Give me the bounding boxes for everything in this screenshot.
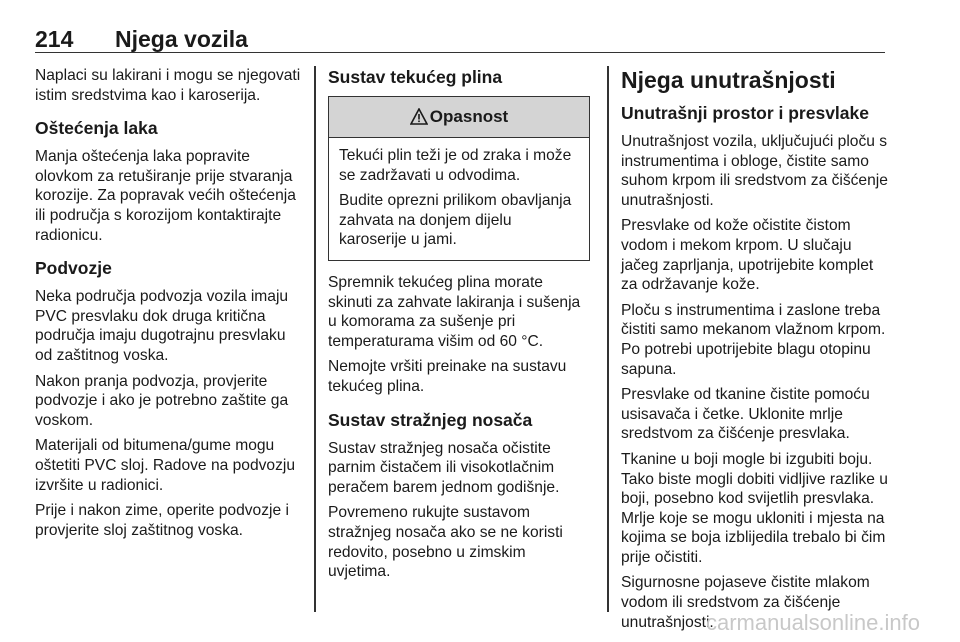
column-2 (328, 66, 590, 588)
paragraph: Povremeno rukujte sustavom stražnjeg nosača ako se ne koristi redovito, posebno u zimskim uvjetima. (328, 504, 563, 581)
section-heading: Oštećenja laka (35, 118, 158, 139)
warning-body (329, 138, 589, 260)
paragraph: Sigurnosne pojaseve čistite mlakom vodom ili sredstvom za čišćenje unutrašnjosti. (621, 574, 870, 631)
paragraph: Neka područja podvozja vozila imaju PVC presvlaku dok druga kritična područja imaju dugotrajnu presvlaku od zaštitnog voska. (35, 288, 289, 364)
paragraph: Materijali od bitumena/gume mogu oštetiti PVC sloj. Radove na podvozju izvršite u radionici. (35, 437, 296, 494)
page-number: 214 (35, 26, 74, 52)
warning-box (328, 96, 590, 261)
page-header (35, 22, 885, 53)
paragraph: Tkanine u boji mogle bi izgubiti boju. Tako biste mogli dobiti vidljive razlike u boji, posebno kod svijetlih presvlaka. Mrlje koje se mogu ukloniti i mjesta na kojima se boja izblijedila trebalo bi čim prije očistiti. (621, 450, 888, 566)
paragraph: Presvlake od kože očistite čistom vodom i mekom krpom. U slučaju jačeg zaprljanja, upotrijebite komplet za održavanje kože. (621, 217, 874, 294)
column-1 (35, 66, 301, 546)
paragraph: Manja oštećenja laka popravite olovkom za retuširanje prije stvaranja korozije. Za popravak većih oštećenja ili područja s korozijom kontaktirajte radionicu. (35, 148, 296, 244)
paragraph: Spremnik tekućeg plina morate skinuti za zahvate lakiranja i sušenja u komorama za sušenje pri temperaturama višim od 60 °C. (328, 273, 581, 350)
paragraph: Sustav stražnjeg nosača očistite parnim čistačem ili visokotlačnim peračem barem jednom godišnje. (328, 439, 560, 496)
paragraph: Unutrašnjost vozila, uključujući ploču s instrumentima i obloge, čistite samo suhom krpom ili sredstvom za čišćenje unutrašnjosti. (621, 133, 888, 209)
warning-title: Opasnost (429, 107, 509, 126)
paragraph: Prije i nakon zime, operite podvozje i provjerite sloj zaštitnog voska. (35, 502, 289, 539)
section-heading: Sustav stražnjeg nosača (328, 409, 533, 430)
paragraph: Nemojte vršiti preinake na sustavu tekućeg plina. (328, 358, 567, 395)
paragraph: Budite oprezni prilikom obavljanja zahvata na donjem dijelu karoserije u jami. (339, 192, 572, 249)
warning-header (329, 97, 589, 138)
column-divider (314, 66, 316, 612)
section-heading: Podvozje (35, 258, 112, 279)
paragraph: Tekući plin teži je od zraka i može se zadržavati u odvodima. (339, 147, 572, 184)
paragraph: Nakon pranja podvozja, provjerite podvozje i ako je potrebno zaštite ga voskom. (35, 372, 289, 429)
paragraph: Presvlake od tkanine čistite pomoću usisavača i četke. Uklonite mrlje sredstvom za čišćenje presvlaka. (621, 386, 870, 443)
watermark: carmanualsonline.info (705, 610, 920, 635)
page-title: Njega vozila (115, 26, 248, 52)
paragraph: Naplaci su lakirani i mogu se njegovati istim sredstvima kao i karoserija. (35, 67, 301, 104)
warning-triangle-icon (410, 100, 428, 140)
column-3 (621, 66, 889, 638)
chapter-heading: Njega unutrašnjosti (621, 67, 836, 93)
section-heading: Sustav tekućeg plina (328, 67, 503, 87)
section-heading: Unutrašnji prostor i presvlake (621, 103, 869, 123)
column-divider (607, 66, 609, 612)
paragraph: Ploču s instrumentima i zaslone treba čistiti samo mekanom vlažnom krpom. Po potrebi upotrijebite blagu otopinu sapuna. (621, 301, 886, 378)
